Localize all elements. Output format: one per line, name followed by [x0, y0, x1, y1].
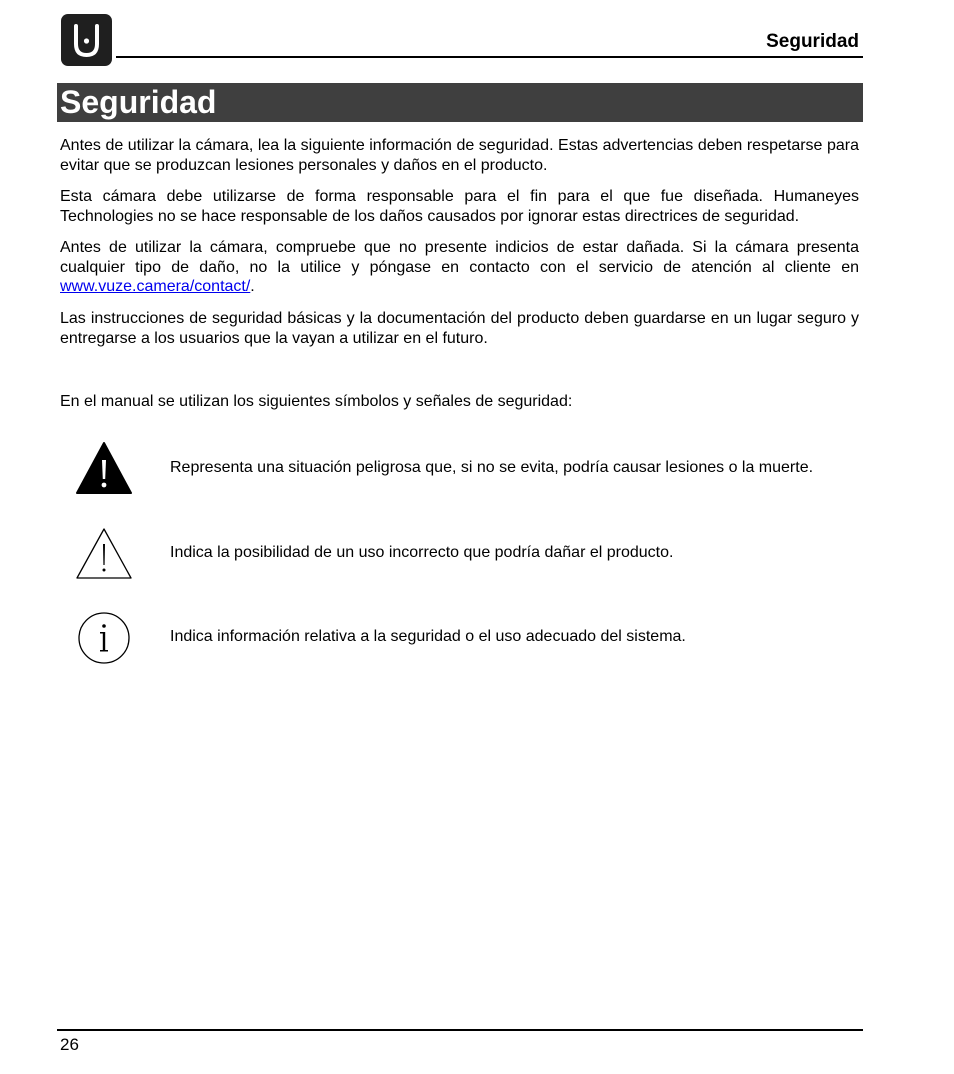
page-number: 26: [60, 1035, 79, 1054]
damage-check-period: .: [250, 278, 255, 295]
documentation-paragraph: Las instrucciones de seguridad básicas y la documentación del producto deben guardarse en un lugar seguro y entregarse a los usuarios que la vayan a utilizar en el futuro.: [60, 310, 859, 347]
symbols-intro: En el manual se utilizan los siguientes símbolos y señales de seguridad:: [60, 393, 573, 410]
symbol-row-caution: [74, 523, 864, 583]
header-divider: [116, 56, 863, 58]
header-section-title: Seguridad: [766, 31, 859, 52]
page-title: Seguridad: [60, 84, 217, 120]
vuze-u-logo-icon: [61, 14, 112, 66]
damage-check-paragraph: [60, 238, 859, 297]
symbol-caution-description: Indica la posibilidad de un uso incorrecto que podría dañar el producto.: [170, 544, 674, 562]
danger-warning-icon: [74, 438, 134, 498]
page-title-bar: [57, 83, 863, 122]
responsibility-paragraph: Esta cámara debe utilizarse de forma responsable para el fin para el que fue diseñada. Humaneyes Technologies no se hace responsable de los daños causados por ignorar estas directrices de seguridad.: [60, 188, 859, 225]
info-icon: [74, 607, 134, 667]
support-contact-link[interactable]: www.vuze.camera/contact/: [60, 278, 251, 295]
symbol-row-info: [74, 607, 864, 667]
symbol-danger-description: Representa una situación peligrosa que, si no se evita, podría causar lesiones o la muerte.: [170, 459, 814, 477]
caution-warning-icon: [74, 523, 134, 583]
symbol-row-danger: [74, 438, 864, 498]
symbol-info-description: Indica información relativa a la seguridad o el uso adecuado del sistema.: [170, 628, 686, 646]
damage-check-text: Antes de utilizar la cámara, compruebe que no presente indicios de estar dañada. Si la cámara presenta cualquier tipo de daño, no la utilice y póngase en contacto con el servicio de atención al cliente en: [60, 239, 859, 276]
footer-divider: [57, 1029, 863, 1031]
intro-paragraph: Antes de utilizar la cámara, lea la siguiente información de seguridad. Estas advertencias deben respetarse para evitar que se produzcan lesiones personales y daños en el producto.: [60, 137, 859, 174]
